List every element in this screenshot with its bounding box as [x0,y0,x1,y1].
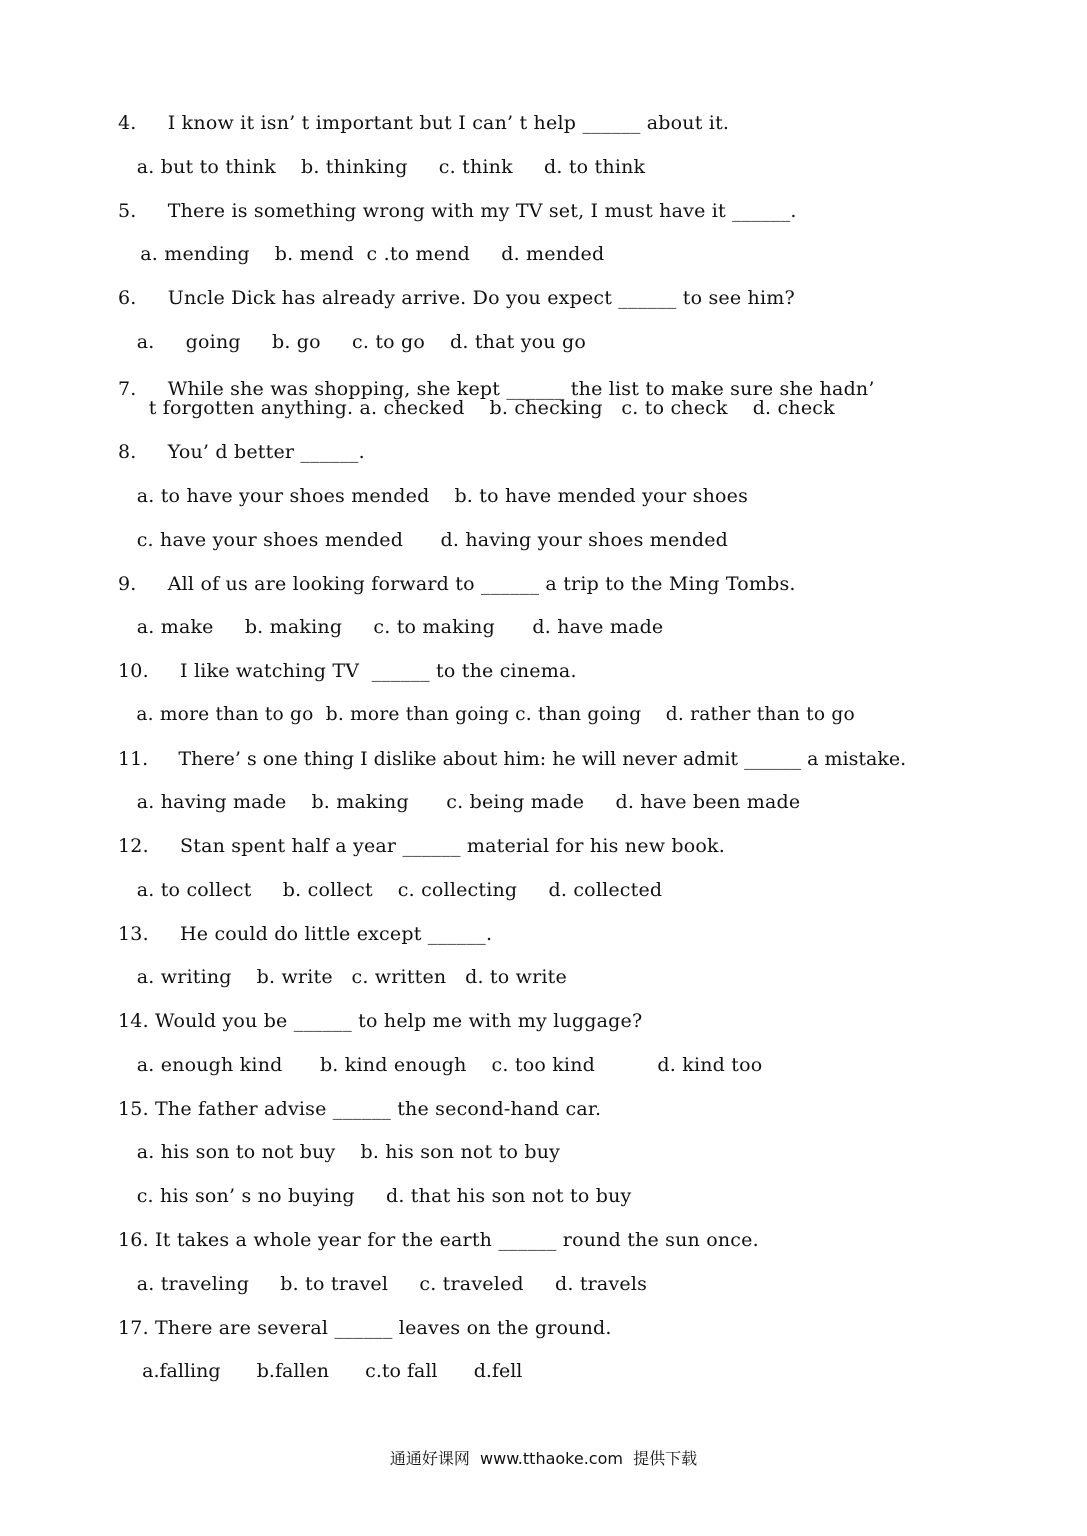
question-15-options-b: c. his son’ s no buying d. that his son not to buy [118,1185,632,1207]
question-7: 7. While she was shopping, she kept ______ the list to make sure she hadn’ [118,378,875,400]
question-15-options-a: a. his son to not buy b. his son not to buy [118,1141,561,1163]
question-11-options: a. having made b. making c. being made d. have been made [118,791,801,813]
question-6: 6. Uncle Dick has already arrive. Do you expect ______ to see him? [118,287,795,309]
question-9: 9. All of us are looking forward to ______ a trip to the Ming Tombs. [118,573,796,595]
question-12-options: a. to collect b. collect c. collecting d. collected [118,879,663,901]
question-10-options: a. more than to go b. more than going c. than going d. rather than to go [118,704,855,725]
question-7-options: t forgotten anything. a. checked b. checking c. to check d. check [130,397,835,419]
question-6-options: a. going b. go c. to go d. that you go [118,331,586,353]
question-15: 15. The father advise ______ the second-hand car. [118,1098,602,1120]
question-13-options: a. writing b. write c. written d. to write [118,966,567,988]
question-5-options: a. mending b. mend c .to mend d. mended [134,243,605,265]
page-footer: 通通好课网 www.tthaoke.com 提供下载 [389,1449,698,1468]
question-11: 11. There’ s one thing I dislike about him: he will never admit ______ a mistake. [118,748,907,770]
question-17: 17. There are several ______ leaves on the ground. [118,1317,612,1339]
question-17-options: a.falling b.fallen c.to fall d.fell [118,1360,523,1382]
question-16-options: a. traveling b. to travel c. traveled d. travels [118,1273,648,1295]
question-10: 10. I like watching TV ______ to the cinema. [118,660,577,682]
question-12: 12. Stan spent half a year ______ material for his new book. [118,835,725,857]
question-8: 8. You’ d better ______. [118,441,365,463]
question-13: 13. He could do little except ______. [118,923,493,945]
question-5: 5. There is something wrong with my TV set, I must have it ______. [118,200,797,222]
question-8-options-a: a. to have your shoes mended b. to have mended your shoes [118,485,749,507]
question-14-options: a. enough kind b. kind enough c. too kind d. kind too [118,1054,763,1076]
question-8-options-b: c. have your shoes mended d. having your shoes mended [118,529,729,551]
question-14: 14. Would you be ______ to help me with my luggage? [118,1010,643,1032]
question-9-options: a. make b. making c. to making d. have made [118,616,664,638]
question-4-options: a. but to think b. thinking c. think d. to think [118,156,646,178]
question-16: 16. It takes a whole year for the earth ______ round the sun once. [118,1229,759,1251]
question-4: 4. I know it isn’ t important but I can’ t help ______ about it. [118,112,730,134]
